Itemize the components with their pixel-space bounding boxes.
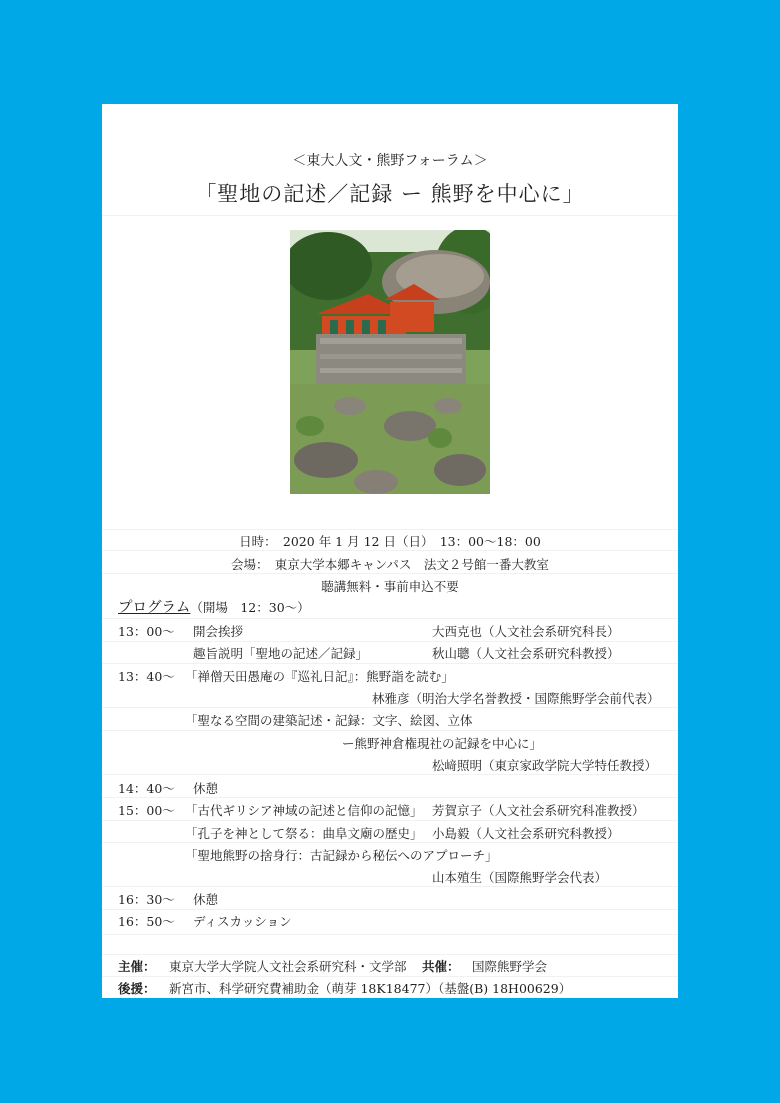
divider <box>102 730 678 731</box>
admission-note: 聴講無料・事前申込不要 <box>321 579 459 594</box>
program-item: 趣旨説明「聖地の記述／記録」 <box>193 646 369 661</box>
cohost-label: 共催： <box>422 959 460 974</box>
host: 東京大学大学院人文社会系研究科・文学部 <box>169 959 407 974</box>
support: 新宮市、科学研究費補助金（萌芽 18K18477）（基盤(B) 18H00629） <box>169 981 572 996</box>
event-datetime: 日時： 2020 年 1 月 12 日（日） 13：00〜18：00 <box>239 534 541 549</box>
divider <box>102 215 678 216</box>
divider <box>102 707 678 708</box>
program-item: 開会挨拶 <box>193 624 244 639</box>
program-heading <box>118 596 310 617</box>
divider <box>102 976 678 977</box>
time-slot: 13：40〜 <box>118 669 175 684</box>
divider <box>102 842 678 843</box>
divider <box>102 797 678 798</box>
divider <box>102 774 678 775</box>
divider <box>102 909 678 910</box>
speaker: 芳賀京子（人文社会系研究科准教授） <box>432 803 645 818</box>
divider <box>102 529 678 530</box>
opening-time: （開場 12：30〜） <box>190 600 310 615</box>
program-item: 休憩 <box>193 892 219 907</box>
shrine-on-rock-photo <box>290 230 490 494</box>
divider <box>102 663 678 664</box>
host-label: 主催： <box>118 959 156 974</box>
divider <box>102 934 678 935</box>
divider <box>102 641 678 642</box>
time-slot: 13：00〜 <box>118 624 175 639</box>
cohost: 国際熊野学会 <box>472 959 548 974</box>
speaker: 山本殖生（国際熊野学会代表） <box>432 870 608 885</box>
program-item-subtitle: ー熊野神倉権現社の記録を中心に」 <box>342 736 543 751</box>
flyer-title: 「聖地の記述／記録 ー 熊野を中心に」 <box>195 182 585 206</box>
program-item: ディスカッション <box>193 914 292 929</box>
support-label: 後援： <box>118 981 156 996</box>
program-item: 「孔子を神として祭る：曲阜文廟の歴史」 <box>185 826 423 841</box>
event-venue: 会場： 東京大学本郷キャンパス 法文２号館一番大教室 <box>231 557 549 572</box>
divider <box>102 550 678 551</box>
speaker: 小島毅（人文社会系研究科教授） <box>432 826 620 841</box>
speaker: 秋山聰（人文社会系研究科教授） <box>432 646 620 661</box>
program-item: 「聖なる空間の建築記述・記録：文字、絵図、立体 <box>185 713 473 728</box>
time-slot: 16：30〜 <box>118 892 175 907</box>
divider <box>102 820 678 821</box>
speaker: 大西克也（人文社会系研究科長） <box>432 624 620 639</box>
program-item: 「聖地熊野の捨身行：古記録から秘伝へのアプローチ」 <box>185 848 498 863</box>
time-slot: 14：40〜 <box>118 781 175 796</box>
divider <box>102 618 678 619</box>
divider <box>102 886 678 887</box>
speaker: 林雅彦（明治大学名誉教授・国際熊野学会前代表） <box>372 691 660 706</box>
program-item: 「禅僧天田愚庵の『巡礼日記』：熊野詣を読む」 <box>185 669 454 684</box>
program-item: 休憩 <box>193 781 219 796</box>
time-slot: 16：50〜 <box>118 914 175 929</box>
divider <box>102 954 678 955</box>
time-slot: 15：00〜 <box>118 803 175 818</box>
divider <box>102 573 678 574</box>
forum-subtitle: ＜東大人文・熊野フォーラム＞ <box>292 153 488 169</box>
program-item: 「古代ギリシア神域の記述と信仰の記憶」 <box>185 803 423 818</box>
program-title: プログラム <box>118 600 191 616</box>
flyer-page <box>102 104 678 998</box>
speaker: 松﨑照明（東京家政学院大学特任教授） <box>432 758 658 773</box>
